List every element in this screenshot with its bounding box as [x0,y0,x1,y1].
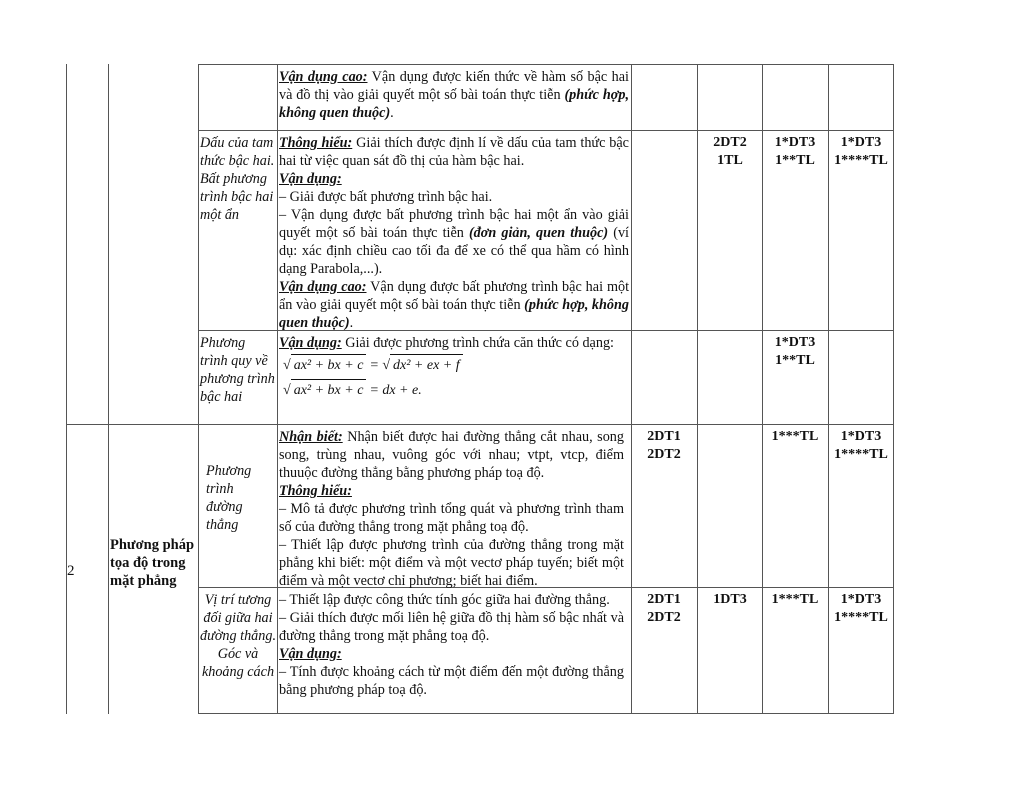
row3-content: Vận dụng: Giải được phương trình chứa căn thức có dạng: √ ax² + bx + c = √ dx² + ex + f √ ax² + bx + c = dx + e. [279,334,629,404]
grid-line [198,130,894,131]
row4-mark-1: 2DT1 2DT2 [647,429,681,462]
level-label: Vận dụng: [279,335,342,351]
row4-content: Nhận biết: Nhận biết được hai đường thẳng cắt nhau, song song, trùng nhau, vuông góc với nhau; vtpt, vtcp, điểm thuuộc đường thẳng bằng phương pháp toạ độ. Thông hiểu: – Mô tả được phương trình tổng quát và phương trình tham số của đường thẳng trong mặt phẳng toạ độ. – Thiết lập được phương trình của đường thẳng trong mặt phẳng khi biết: một điểm và một vectơ pháp tuyến; biết một điểm và một vectơ chỉ phương; biết hai điểm. [279,429,624,589]
row2-mark-3: 1*DT3 1**TL [774,135,816,168]
level-label: Thông hiểu: [279,135,353,151]
grid-line [198,713,894,714]
grid-line [108,64,109,714]
row5-mark-1: 2DT1 2DT2 [647,592,681,625]
row2-lesson: Dấu của tam thức bậc hai. Bất phương trình bậc hai một ẩn [200,135,275,223]
level-label: Vận dụng cao: [279,69,368,85]
level-label: Vận dụng: [279,171,342,187]
level-label: Vận dụng: [279,646,342,662]
row4-mark-4: 1*DT3 1****TL [834,429,888,462]
formula-2: √ ax² + bx + c = dx + e. [283,379,629,402]
formula-1: √ ax² + bx + c = √ dx² + ex + f [283,354,629,377]
row2-content: Thông hiểu: Giải thích được định lí về dấu của tam thức bậc hai từ việc quan sát đồ thị của hàm bậc hai. Vận dụng: – Giải được bất phương trình bậc hai. – Vận dụng được bất phương trình bậc hai một ẩn vào giải quyết một số bài toán thực tiễn (đơn giản, quen thuộc) (ví dụ: xác định chiều cao tối đa để xe có thể qua hầm có hình dạng Parabola,...). Vận dụng cao: Vận dụng được bất phương trình bậc hai một ẩn vào giải quyết một số bài toán thực tiễn (phức hợp, không quen thuộc). [279,135,630,331]
grid-line [277,64,278,714]
row4-lesson: Phương trình đường thẳng [206,463,252,533]
topic-title: Phương pháp tọa độ trong mặt phẳng [110,537,195,589]
row5-lesson: Vị trí tương đối giữa hai đường thẳng. Góc và khoảng cách [199,592,276,680]
row2-mark-4: 1*DT3 1****TL [834,135,888,168]
topic-number: 2 [67,563,75,579]
row5-mark-3: 1***TL [771,592,819,607]
level-label: Thông hiểu: [279,483,352,499]
row3-mark-3: 1*DT3 1**TL [774,335,816,368]
row2-mark-2: 2DT2 1TL [713,135,747,168]
grid-line [66,424,894,425]
level-label: Nhận biết: [279,429,343,445]
row3-lesson: Phương trình quy về phương trình bậc hai [200,335,275,405]
row1-content: Vận dụng cao: Vận dụng được kiến thức về hàm số bậc hai và đồ thị vào giải quyết một số bài toán thực tiễn (phức hợp, không quen thuộc). [279,69,629,121]
row4-mark-3: 1***TL [771,429,819,444]
grid-line [66,64,67,714]
level-label: Vận dụng cao: [279,279,367,295]
row5-mark-2: 1DT3 [713,592,747,607]
row5-content: – Thiết lập được công thức tính góc giữa hai đường thẳng. – Giải thích được mối liên hệ giữa đồ thị hàm số bậc nhất và đường thẳng trong mặt phẳng toạ độ. Vận dụng: – Tính được khoảng cách từ một điểm đến một đường thẳng bằng phương pháp toạ độ. [279,592,624,698]
row5-mark-4: 1*DT3 1****TL [834,592,888,625]
grid-line [198,64,894,65]
